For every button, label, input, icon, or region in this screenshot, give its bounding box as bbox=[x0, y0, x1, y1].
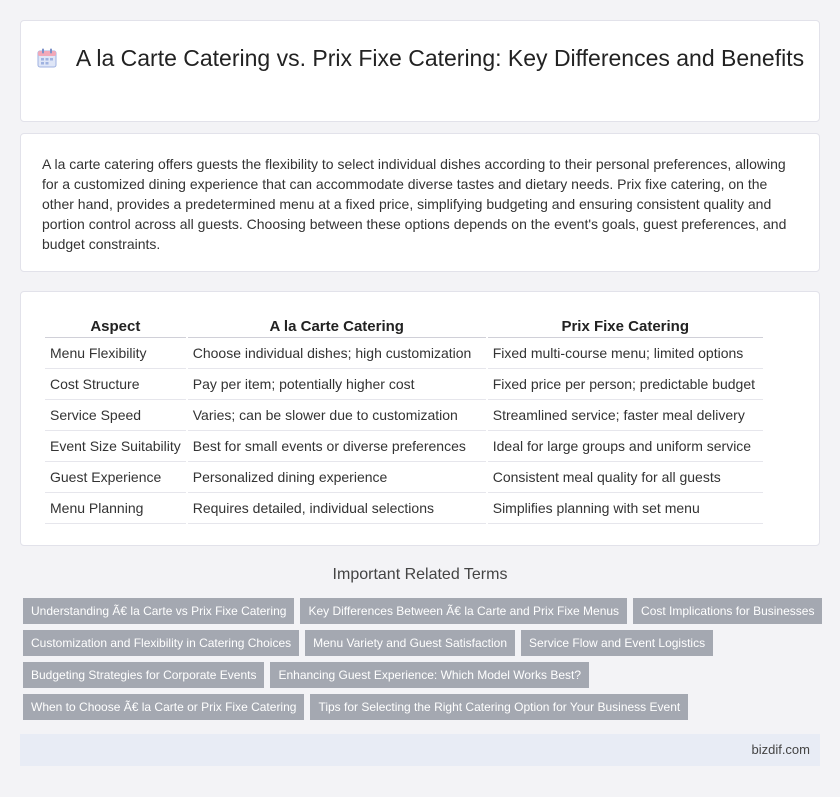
table-cell: Event Size Suitability bbox=[45, 431, 186, 462]
related-tag[interactable]: Customization and Flexibility in Catering Choices bbox=[23, 630, 299, 656]
table-cell: Cost Structure bbox=[45, 369, 186, 400]
table-row bbox=[45, 369, 763, 400]
column-header-aspect: Aspect bbox=[45, 315, 186, 338]
table-cell: Requires detailed, individual selections bbox=[188, 493, 486, 524]
related-tags-row bbox=[23, 662, 595, 688]
table-row bbox=[45, 338, 763, 369]
table-cell: Menu Planning bbox=[45, 493, 186, 524]
related-tags-row bbox=[23, 694, 694, 720]
related-tag[interactable]: Budgeting Strategies for Corporate Events bbox=[23, 662, 264, 688]
header-card bbox=[20, 20, 820, 122]
calendar-icon bbox=[36, 47, 58, 69]
related-tag[interactable]: Tips for Selecting the Right Catering Option for Your Business Event bbox=[310, 694, 688, 720]
column-header-prix-fixe: Prix Fixe Catering bbox=[488, 315, 763, 338]
table-cell: Fixed price per person; predictable budget bbox=[488, 369, 763, 400]
related-tag[interactable]: Key Differences Between Ã€ la Carte and Prix Fixe Menus bbox=[300, 598, 627, 624]
related-tag[interactable]: Understanding Ã€ la Carte vs Prix Fixe Catering bbox=[23, 598, 294, 624]
table-cell: Varies; can be slower due to customization bbox=[188, 400, 486, 431]
page-title: A la Carte Catering vs. Prix Fixe Catering: Key Differences and Benefits bbox=[75, 45, 805, 71]
table-cell: Simplifies planning with set menu bbox=[488, 493, 763, 524]
related-tag[interactable]: Cost Implications for Businesses bbox=[633, 598, 822, 624]
comparison-card bbox=[20, 291, 820, 546]
table-cell: Fixed multi-course menu; limited options bbox=[488, 338, 763, 369]
page-title-wrap bbox=[21, 43, 819, 73]
comparison-table bbox=[43, 315, 765, 524]
table-cell: Choose individual dishes; high customization bbox=[188, 338, 486, 369]
related-tags-row bbox=[23, 598, 828, 624]
related-tag[interactable]: When to Choose Ã€ la Carte or Prix Fixe Catering bbox=[23, 694, 304, 720]
table-cell: Personalized dining experience bbox=[188, 462, 486, 493]
table-row bbox=[45, 462, 763, 493]
footer bbox=[20, 734, 820, 766]
related-terms-title: Important Related Terms bbox=[332, 566, 508, 583]
table-row bbox=[45, 400, 763, 431]
intro-card bbox=[20, 133, 820, 272]
table-cell: Streamlined service; faster meal delivery bbox=[488, 400, 763, 431]
related-tag[interactable]: Service Flow and Event Logistics bbox=[521, 630, 713, 656]
footer-site-link[interactable]: bizdif.com bbox=[751, 742, 810, 757]
table-row bbox=[45, 493, 763, 524]
related-tags-row bbox=[23, 630, 719, 656]
related-tag[interactable]: Menu Variety and Guest Satisfaction bbox=[305, 630, 515, 656]
column-header-a-la-carte: A la Carte Catering bbox=[188, 315, 486, 338]
table-cell: Ideal for large groups and uniform service bbox=[488, 431, 763, 462]
table-header-row bbox=[45, 315, 763, 338]
table-cell: Pay per item; potentially higher cost bbox=[188, 369, 486, 400]
table-cell: Consistent meal quality for all guests bbox=[488, 462, 763, 493]
table-cell: Guest Experience bbox=[45, 462, 186, 493]
table-row bbox=[45, 431, 763, 462]
table-cell: Menu Flexibility bbox=[45, 338, 186, 369]
related-tag[interactable]: Enhancing Guest Experience: Which Model Works Best? bbox=[270, 662, 589, 688]
table-cell: Service Speed bbox=[45, 400, 186, 431]
intro-paragraph: A la carte catering offers guests the flexibility to select individual dishes according to their personal preferences, allowing for a customized dining experience that can accommodate diverse tastes and dietary needs. Prix fixe catering, on the other hand, provides a predetermined menu at a fixed price, simplifying budgeting and ensuring consistent quality and portion control across all guests. Choosing between these options depends on the event's goals, guest preferences, and budget constraints. bbox=[42, 156, 787, 252]
table-cell: Best for small events or diverse preferences bbox=[188, 431, 486, 462]
